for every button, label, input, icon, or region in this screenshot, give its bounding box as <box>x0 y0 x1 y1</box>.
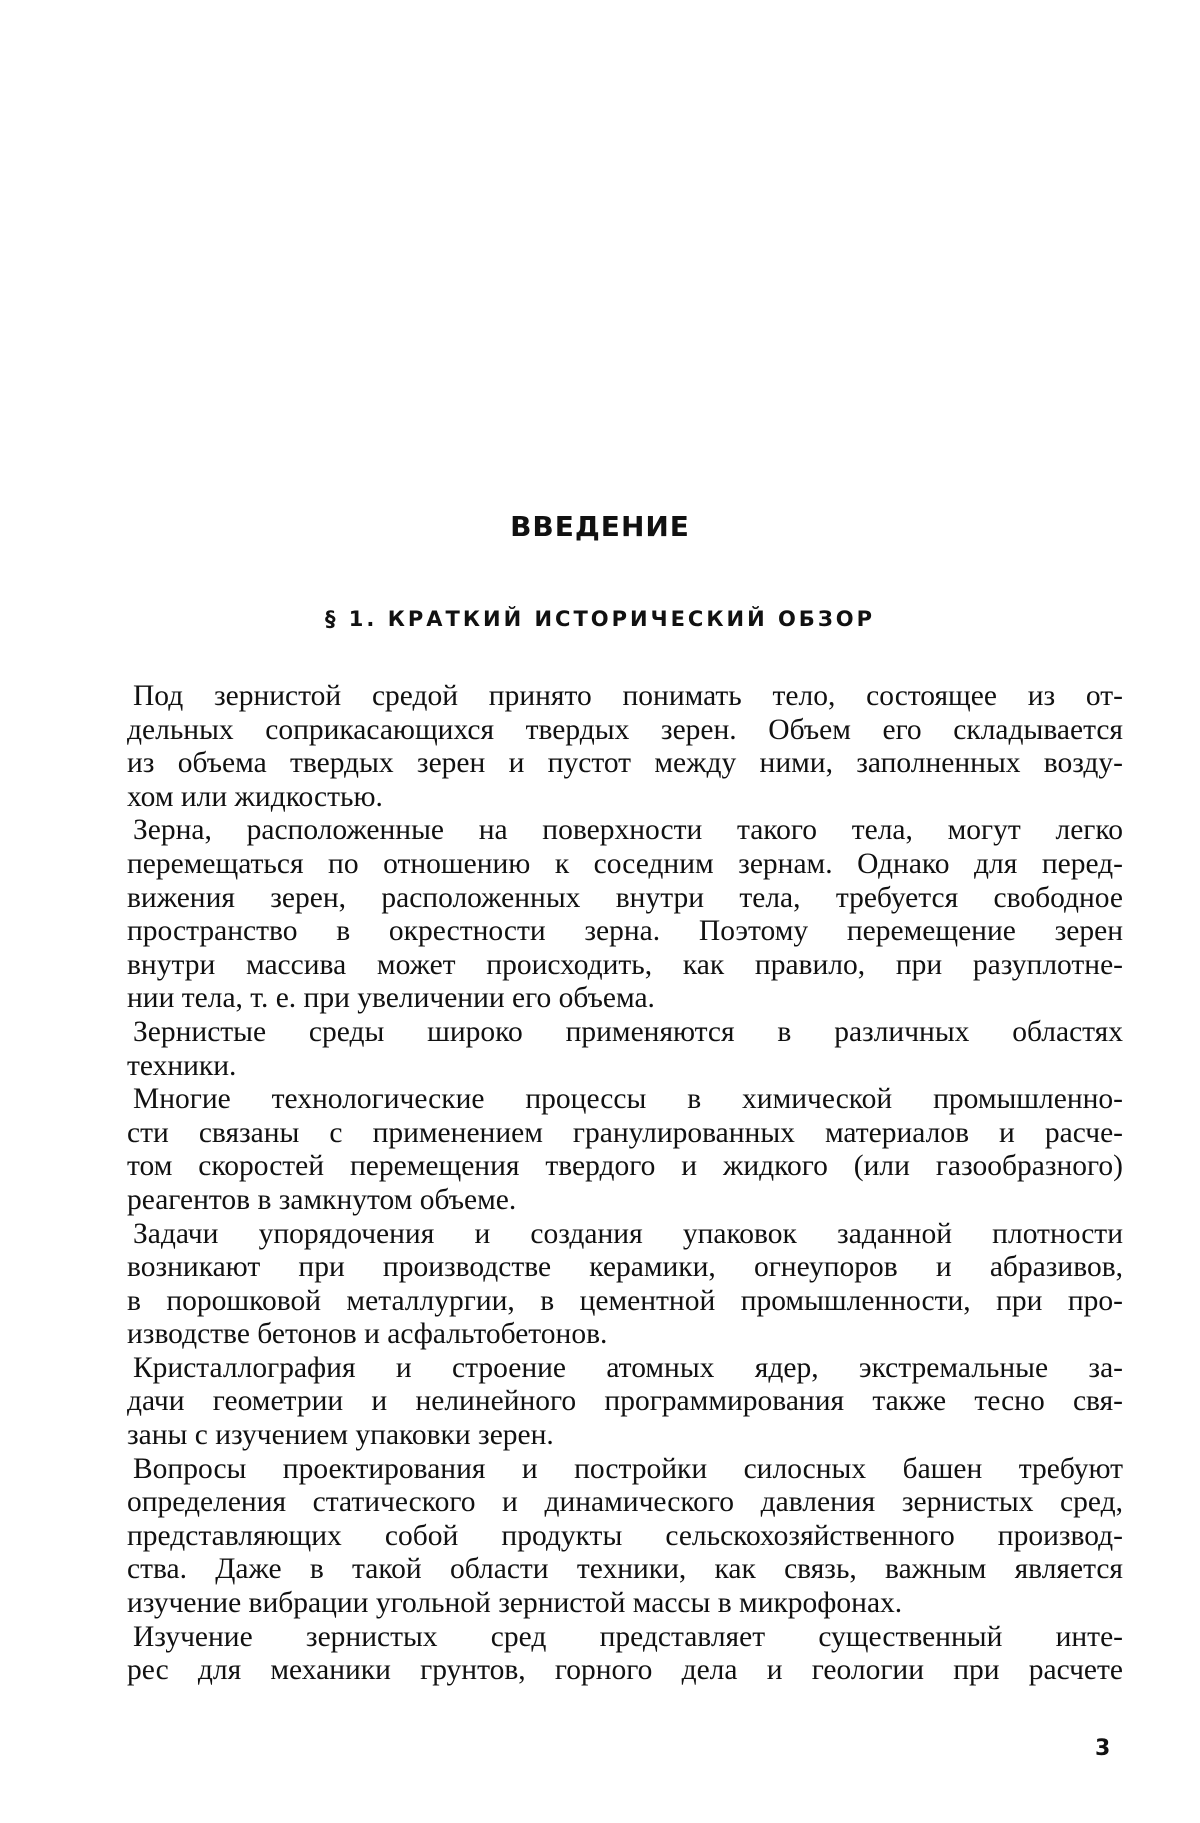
text-line: техники. <box>127 1049 237 1082</box>
text-line: заны с изучением упаковки зерен. <box>127 1419 554 1452</box>
text-line: внутри массива может происходить, как правило, при разуплотне- <box>127 948 1123 981</box>
text-line: Зернистые среды широко применяются в различных областях <box>133 1015 1123 1048</box>
text-line: представляющих собой продукты сельскохозяйственного производ- <box>127 1519 1123 1552</box>
text-line: в порошковой металлургии, в цементной промышленности, при про- <box>127 1284 1123 1317</box>
text-line: Вопросы проектирования и постройки силосных башен требуют <box>133 1452 1123 1485</box>
text-line: реагентов в замкнутом объеме. <box>127 1183 517 1216</box>
text-line: возникают при производстве керамики, огнеупоров и абразивов, <box>127 1251 1123 1284</box>
text-line: перемещаться по отношению к соседним зернам. Однако для перед- <box>127 847 1123 880</box>
text-line: нии тела, т. е. при увеличении его объема. <box>127 982 655 1015</box>
text-line: сти связаны с применением гранулированных материалов и расче- <box>127 1116 1123 1149</box>
text-line: ства. Даже в такой области техники, как связь, важным является <box>127 1553 1123 1586</box>
text-line: Задачи упорядочения и создания упаковок заданной плотности <box>133 1217 1123 1250</box>
text-line: из объема твердых зерен и пустот между ними, заполненных возду- <box>127 747 1123 780</box>
chapter-title: ВВЕДЕНИЕ <box>510 510 690 543</box>
text-line: Кристаллография и строение атомных ядер, экстремальные за- <box>133 1351 1123 1384</box>
text-line: определения статического и динамического давления зернистых сред, <box>127 1486 1123 1519</box>
text-line: изводстве бетонов и асфальтобетонов. <box>127 1318 608 1351</box>
section-title: § 1. КРАТКИЙ ИСТОРИЧЕСКИЙ ОБЗОР <box>325 607 875 631</box>
text-line: Под зернистой средой принято понимать тело, состоящее из от- <box>133 680 1123 712</box>
page-number: 3 <box>1095 1736 1111 1761</box>
text-line: Изучение зернистых сред представляет существенный инте- <box>133 1620 1123 1653</box>
text-line: Зерна, расположенные на поверхности такого тела, могут легко <box>133 814 1123 847</box>
text-line: дельных соприкасающихся твердых зерен. Объем его складывается <box>127 713 1123 746</box>
text-line: том скоростей перемещения твердого и жидкого (или газообразного) <box>127 1150 1123 1183</box>
text-line: Многие технологические процессы в химической промышленно- <box>133 1083 1123 1116</box>
text-line: пространство в окрестности зерна. Поэтому перемещение зерен <box>127 915 1123 948</box>
text-line: вижения зерен, расположенных внутри тела, требуется свободное <box>127 881 1123 914</box>
body-text <box>127 680 1123 1688</box>
text-line: изучение вибрации угольной зернистой массы в микрофонах. <box>127 1587 903 1620</box>
text-line: рес для механики грунтов, горного дела и геологии при расчете <box>127 1654 1123 1687</box>
text-line: хом или жидкостью. <box>127 780 383 813</box>
text-line: дачи геометрии и нелинейного программирования также тесно свя- <box>127 1385 1123 1418</box>
